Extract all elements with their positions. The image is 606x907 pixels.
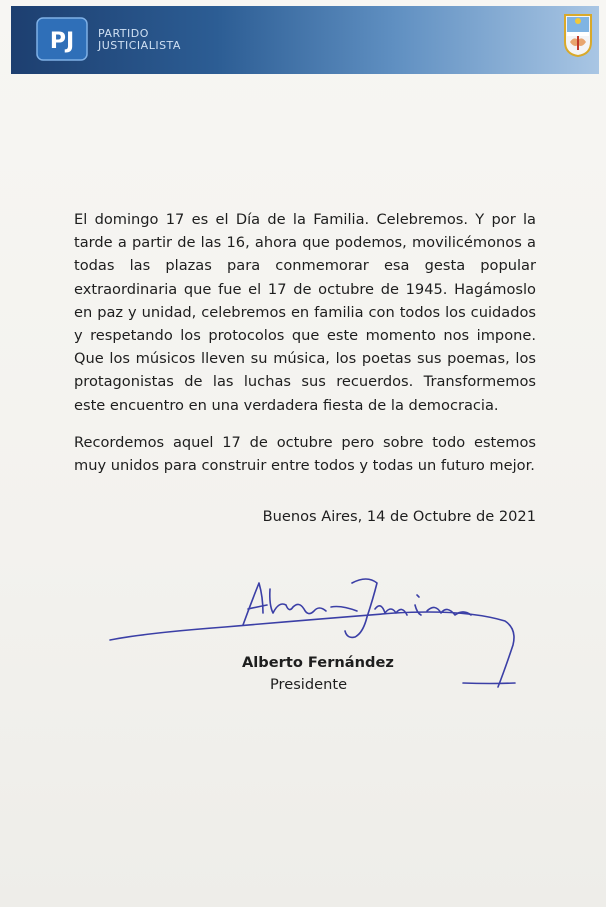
party-name — [98, 28, 181, 52]
signer-name: Alberto Fernández — [242, 654, 394, 671]
signer-title: Presidente — [270, 676, 348, 693]
pj-logo-icon — [36, 17, 88, 61]
letter-body — [74, 208, 536, 491]
letter-paragraph-2: Recordemos aquel 17 de octubre pero sobre todo estemos muy unidos para construir entre todos y todas un futuro mejor. — [74, 433, 536, 475]
party-name-line2: JUSTICIALISTA — [98, 39, 181, 52]
place-and-date: Buenos Aires, 14 de Octubre de 2021 — [262, 508, 536, 525]
logo-mark-text: PJ — [49, 29, 75, 54]
peronist-shield-icon — [562, 12, 594, 58]
letter-paragraph-1: El domingo 17 es el Día de la Familia. Celebremos. Y por la tarde a partir de las 16, ahora que podemos, movilicémonos a todas las plazas para conmemorar esa gesta popular extraordinaria que fue el 17 de octubre de 1945. Hagámoslo en paz y unidad, celebremos en familia con todos los cuidados y respetando los protocolos que este momento nos impone. Que los músicos lleven su música, los poetas sus poemas, los protagonistas de las luchas sus recuerdos. Transformemos este encuentro en una verdadera fiesta de la democracia. — [74, 211, 536, 414]
party-name-line1: PARTIDO — [98, 27, 149, 40]
